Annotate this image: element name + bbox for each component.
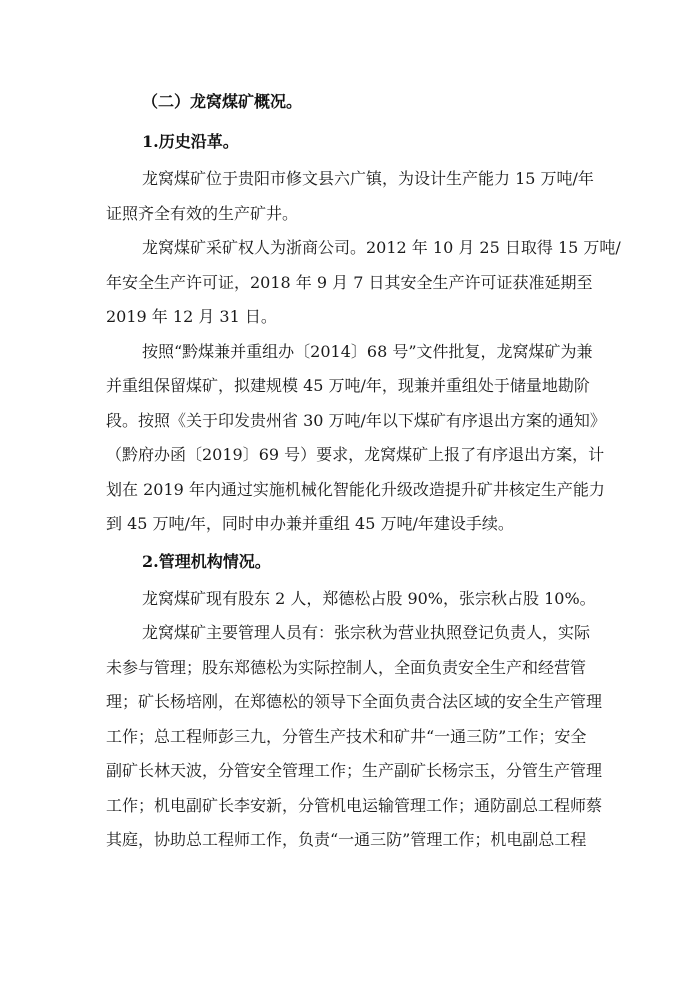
paragraph-restructuring (106, 335, 606, 542)
paragraph-line: 证照齐全有效的生产矿井。 (106, 203, 299, 223)
paragraph-management (106, 616, 606, 858)
paragraph-line: 龙窝煤矿采矿权人为浙商公司。2012 年 10 月 25 日取得 15 万吨/ (142, 238, 621, 257)
paragraph-location (106, 162, 606, 231)
document-body (106, 82, 621, 858)
paragraph-line: 到 45 万吨/年，同时申办兼并重组 45 万吨/年建设手续。 (106, 514, 514, 533)
paragraph-line: 龙窝煤矿位于贵阳市修文县六广镇，为设计生产能力 15 万吨/年 (142, 169, 594, 188)
paragraph-line: 其庭，协助总工程师工作，负责“一通三防”管理工作；机电副总工程 (106, 830, 587, 849)
paragraph-line: 理；矿长杨培刚，在郑德松的领导下全面负责合法区域的安全生产管理 (106, 692, 603, 711)
paragraph-line: 副矿长林天波，分管安全管理工作；生产副矿长杨宗玉，分管生产管理 (106, 761, 603, 780)
subsection-2-title: 2.管理机构情况。 (142, 551, 271, 571)
paragraph-line: 并重组保留煤矿，拟建规模 45 万吨/年，现兼并重组处于储量地勘阶 (106, 376, 590, 395)
paragraph-line: 划在 2019 年内通过实施机械化智能化升级改造提升矿井核定生产能力 (106, 479, 605, 499)
paragraph-line: 工作；机电副矿长李安新，分管机电运输管理工作；通防副总工程师蔡 (106, 795, 603, 815)
paragraph-line: 未参与管理；股东郑德松为实际控制人，全面负责安全生产和经营管 (106, 657, 587, 677)
paragraph-shareholders (106, 582, 606, 617)
paragraph-line: 年安全生产许可证，2018 年 9 月 7 日其安全生产许可证获准延期至 (106, 272, 593, 292)
paragraph-line: 工作；总工程师彭三九，分管生产技术和矿井“一通三防”工作；安全 (106, 726, 587, 746)
paragraph-line: 段。按照《关于印发贵州省 30 万吨/年以下煤矿有序退出方案的通知》 (106, 410, 606, 430)
paragraph-line: 按照“黔煤兼并重组办〔2014〕68 号”文件批复，龙窝煤矿为兼 (142, 341, 593, 361)
paragraph-line: 龙窝煤矿现有股东 2 人，郑德松占股 90%，张宗秋占股 10%。 (142, 588, 596, 608)
paragraph-line: 2019 年 12 月 31 日。 (106, 307, 277, 326)
section-title: （二）龙窝煤矿概况。 (142, 92, 303, 111)
paragraph-permits (106, 231, 621, 335)
subsection-1-title: 1.历史沿革。 (142, 132, 239, 151)
paragraph-line: 龙窝煤矿主要管理人员有：张宗秋为营业执照登记负责人，实际 (142, 623, 591, 642)
paragraph-line: （黔府办函〔2019〕69 号）要求，龙窝煤矿上报了有序退出方案，计 (106, 445, 605, 464)
